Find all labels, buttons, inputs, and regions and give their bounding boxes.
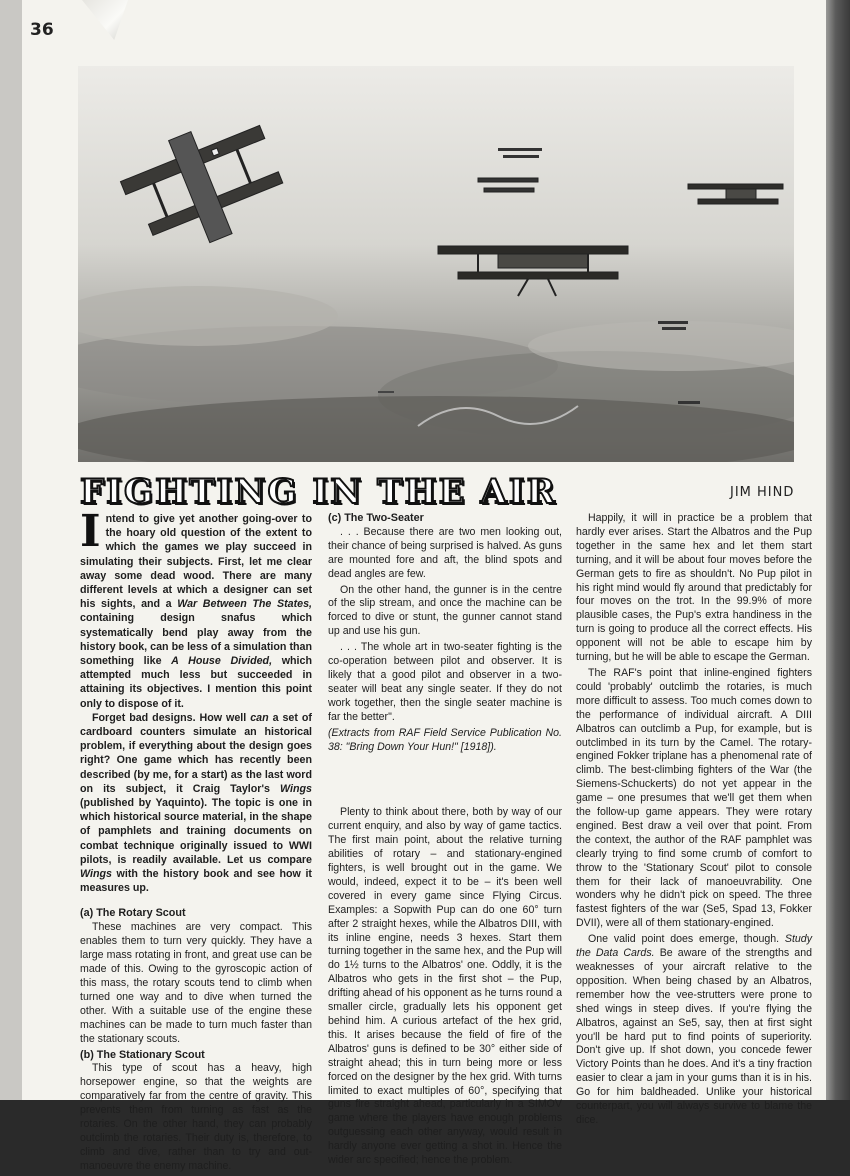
citation: (Extracts from RAF Field Service Publication No. 38: "Bring Down Your Hun!" [1918]).: [328, 726, 562, 753]
subheading-rotary-scout: (a) The Rotary Scout: [80, 907, 186, 920]
article-author: JIM HIND: [730, 485, 795, 500]
article-column-3: [576, 512, 812, 1130]
paragraph-turning: Happily, it will in practice be a problem that hardly ever arises. Start the Albatros and the Pup together in the same hex and let them start turning, and it will be about four moves before the German gets to fire as shouldn't. No Pup pilot in his right mind would fly around that predictably for four moves on the trot. In the 99.9% of more plausible cases, the Pup's extra handiness in the turn is going to produce all the correct effects. His opponent will not be able to escape him by turning, but he will be able to escape the German.: [576, 512, 812, 664]
intro-paragraph-1: Intend to give yet another going-over to the hoary old question of the extent to which the games we play succeed in simulating their subjects. First, let me clear away some dead wood. There are many different levels at which a designer can set his sights, and a War Between The States, containing design snafus which systematically bend play away from the history book, can be less of a simulation than something like A House Divided, which attempted much less but succeeded in attaining its objectives. I mention this point only to dispose of it.: [80, 506, 312, 710]
article-column-1: [80, 506, 312, 1176]
intro-paragraph-2: Forget bad designs. How well can a set of cardboard counters simulate an historical problem, if everything about the design goes right? One game which has recently been described (by me, for a start) as the last word on its subject, it Craig Taylor's Wings (published by Yaquinto). The topic is one in which historical source material, in the shape of pamphlets and training documents on combat technique originally issued to WWI pilots, is readily available. Let us compare Wings with the history book and see how it measures up.: [80, 711, 312, 895]
paragraph-two-seater-2: On the other hand, the gunner is in the centre of the slip stream, and once the machine can be forced to dive or stunt, the gunner cannot stand up and use his gun.: [328, 583, 562, 638]
paragraph-two-seater-3: . . . The whole art in two-seater fighting is the co-operation between pilot and observer. It is likely that a good pilot and observer in a two-seater will beat any single seater. If they do not work together, then the single seater machine is far the better".: [328, 641, 562, 723]
subheading-two-seater: (c) The Two-Seater: [328, 512, 424, 524]
scan-edge-right: [826, 0, 850, 1100]
article-title: FIGHTING IN THE AIR: [80, 472, 557, 512]
subheading-stationary-scout: (b) The Stationary Scout: [80, 1048, 205, 1061]
paragraph-stationary-scout: This type of scout has a heavy, high horsepower engine, so that the weights are comparatively far from the centre of gravity. This prevents them from turning as fast as the rotaries. On the other hand, they can probably outclimb the rotaries. Their duty is, therefore, to climb and dive, rather than to try and out-manoeuvre the enemy machine.: [80, 1062, 312, 1172]
biplane-dogfight-illustration: [78, 66, 794, 462]
paragraph-two-seater-1: . . . Because there are two men looking out, their chance of being surprised is halved. As guns are mounted fore and aft, the blind spots and dead angles are few.: [328, 525, 562, 580]
page-number: 36: [30, 20, 54, 40]
paragraph-rotary-scout: These machines are very compact. This enables them to turn very quickly. They have a large mass rotating in front, and great use can be made of this. Owing to the gyroscopic action of this mass, the rotary scouts tend to climb when turned one way and to dive when turned the other. With a suitable use of the engine these machines can be made to turn much faster than the stationary scouts.: [80, 921, 312, 1045]
article-column-2: [328, 512, 562, 1170]
paragraph-climbing: The RAF's point that inline-engined fighters could 'probably' outclimb the rotaries, is much more difficult to assess. Too much comes down to the performance of individual aircraft. A DIII Albatros can outclimb a Pup, for example, but is outclimbed in its turn by the Camel. The rotary-engined Fokker triplane has a phenomenal rate of climb. The best-climbing fighters of the War (the Siemens-Schuckerts) do not yet appear in the game – one presumes that we'll get them when the follow-up game appears. They were rotary engined. Best draw a veil over that point. From the context, the author of the RAF pamphlet was clearly trying to find some crumb of comfort to throw to the 'Stationary Scout' pilot to console them for their lack of manoeuvrability. One wonders why he didn't pick on speed. The three fastest fighters of the war (Se5, Spad 13, Fokker DVII), were all of them stationary-engined.: [576, 666, 812, 930]
paragraph-game-analysis: Plenty to think about there, both by way of our current enquiry, and also by way of game tactics. The first main point, about the relative turning abilities of rotary – and stationary-engined fighters, is well brought out in the game. We would, indeed, expect it to be – it's been well covered in every game since Flying Circus. Examples: a Sopwith Pup can do one 60° turn after 2 straight hexes, while the Albatros DIII, with its inline engine, needs 3 hexes. Start them turning together in the same hex, and the Pup will do 1½ turns to the Albatros' one. Oddly, it is the Albatros who gets in the first shot – the Pup, drifting ahead of his opponent as he turns round a smaller circle, gradually lets his opponent get behind him. A curious artefact of the hex grid, this. It arises because the field of fire of the Albatros' guns is defined to be 30° either side of straight ahead; this in turn being more or less forced on the designer by the hex grid. With turns limited to exact multiples of 60°, specifying that guns fire straight ahead, particularly in a SIMOV game where the players have enough problems outguessing each other anyway, would result in hardly anyone ever getting a shot in. Hence the wider arc specified; hence the problem.: [328, 806, 562, 1167]
scan-shadow-left: [0, 0, 22, 1100]
drop-cap: I: [80, 506, 101, 557]
biplane-illustration-icon: [78, 66, 794, 462]
paragraph-data-cards: One valid point does emerge, though. Study the Data Cards. Be aware of the strengths and weaknesses of your aircraft relative to the opposition. When being chased by an Albatros, remember how the vee-strutters were prone to shed wings in steep dives. If you're flying the Albatros, against an Se5, say, then at first sight you'll be hard put to find points of superiority. Don't give up. If shot down, you concede fewer Victory Points than he does. And it's a tiny fraction easier to clear a jam in your gums than it is in his. Go for him baldheaded. Unlike your historical counterpart, you will always survive to blame the dice.: [576, 933, 812, 1126]
